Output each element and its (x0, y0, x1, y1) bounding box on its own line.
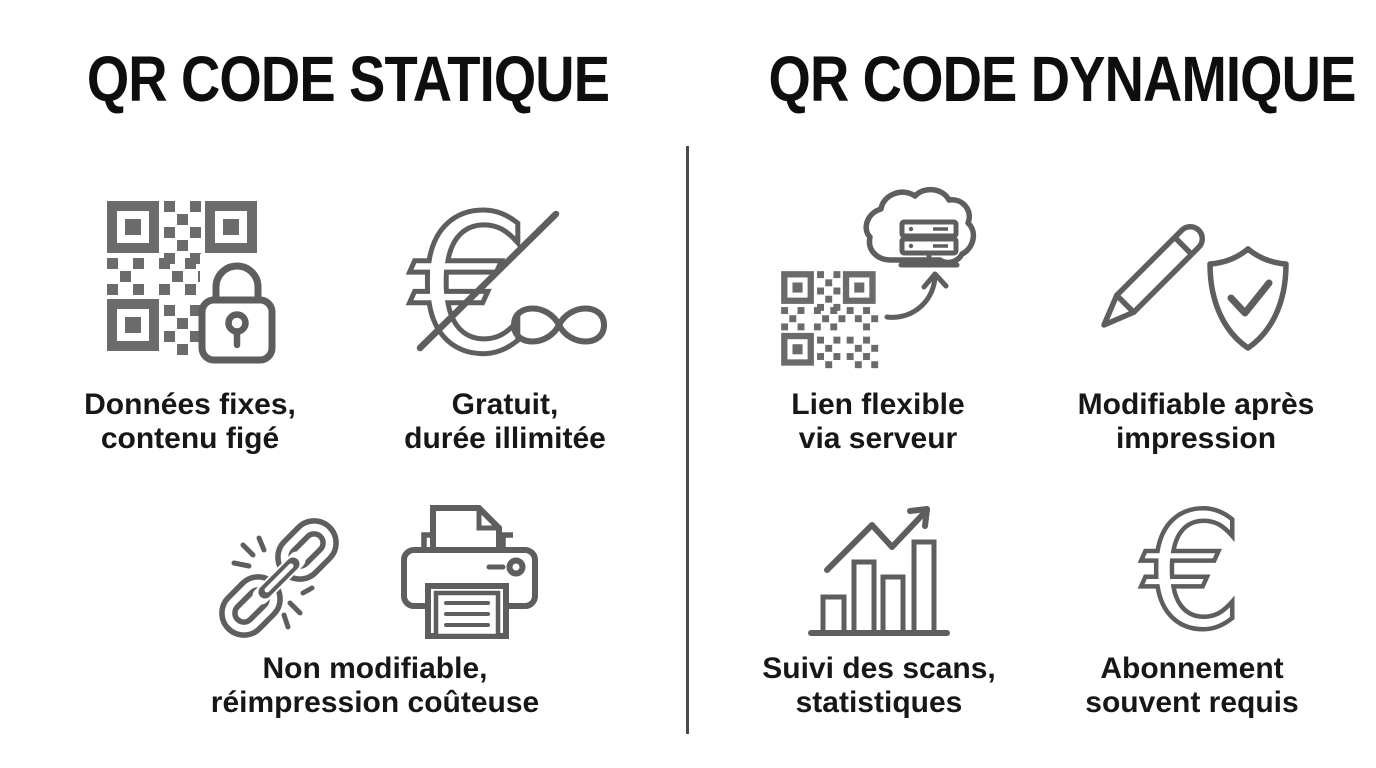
pencil-icon (1096, 222, 1208, 334)
feature-label (84, 388, 296, 456)
feature-item-dynamic-subscription (1060, 477, 1324, 720)
feature-label-line: contenu figé (100, 422, 280, 455)
feature-item-static-free (381, 175, 629, 456)
feature-label-line: via serveur (798, 422, 958, 455)
euro-sign-icon (1135, 477, 1249, 665)
feature-item-static-data (66, 190, 314, 456)
feature-label-line: statistiques (795, 686, 963, 719)
feature-label-line: Données fixes, (84, 388, 296, 421)
feature-label (1078, 388, 1315, 456)
curved-arrow-icon (887, 274, 946, 317)
feature-label-line: souvent requis (1085, 686, 1299, 719)
dynamic-column-title: QR CODE DYNAMIQUE (768, 43, 1356, 115)
shield-check-icon (1210, 249, 1286, 348)
feature-label-line: Suivi des scans, (762, 652, 996, 685)
feature-item-dynamic-editable (1070, 190, 1322, 456)
feature-item-dynamic-stats (748, 502, 1010, 720)
euro-glyph: € (1141, 477, 1243, 665)
static-column-title: QR CODE STATIQUE (86, 43, 610, 115)
qr-cloud-server-icon (775, 186, 981, 374)
feature-label (211, 652, 539, 720)
feature-label (404, 388, 606, 456)
feature-label-line: Gratuit, (451, 388, 559, 421)
euro-slash-infinity-icon (406, 175, 604, 396)
feature-label (1085, 652, 1298, 720)
feature-label-line: Abonnement (1100, 652, 1284, 685)
feature-label-line: Non modifiable, (262, 652, 488, 685)
bar-chart-growth-icon (809, 504, 949, 637)
feature-label-line: réimpression coûteuse (210, 686, 540, 719)
broken-chain-icon (212, 508, 344, 638)
feature-label-line: Lien flexible (791, 388, 965, 421)
euro-glyph: € (409, 175, 531, 396)
feature-label-line: impression (1115, 422, 1277, 455)
qr-lock-icon (102, 190, 278, 362)
printer-icon (402, 504, 538, 638)
feature-item-dynamic-link (754, 186, 1002, 456)
feature-label-line: durée illimitée (404, 422, 606, 455)
column-divider (686, 146, 689, 734)
feature-label (762, 652, 995, 720)
feature-label (791, 388, 964, 456)
feature-item-static-fixed (128, 500, 622, 720)
feature-label-line: Modifiable après (1077, 388, 1315, 421)
pencil-shield-check-icon (1096, 201, 1296, 357)
